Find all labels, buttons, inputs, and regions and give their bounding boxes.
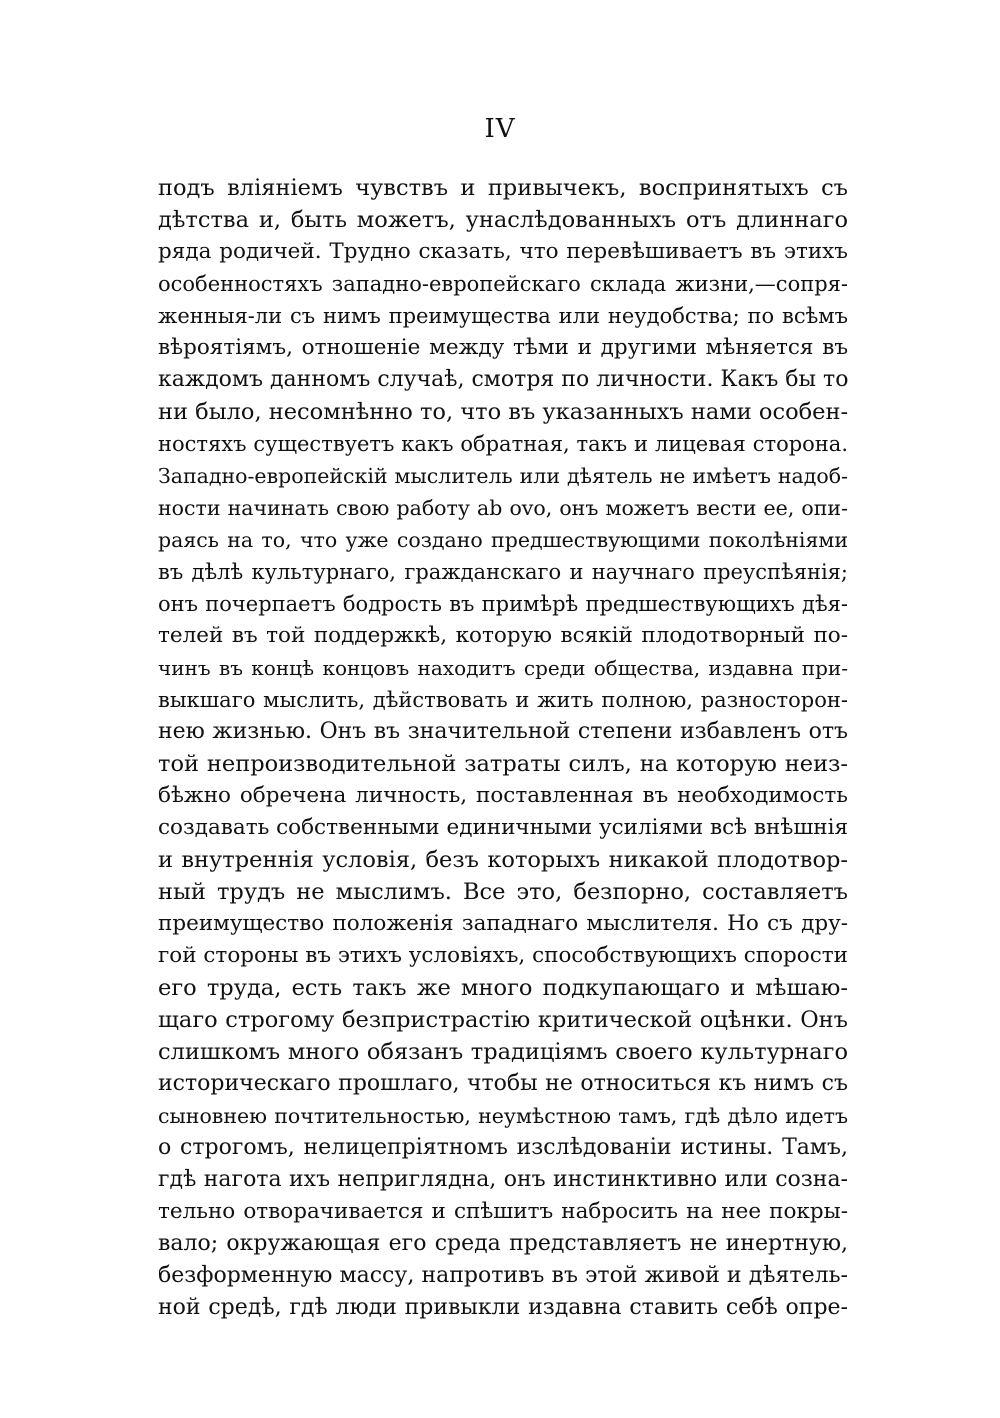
- text-line: вѣроятiямъ, отношенiе между тѣми и другими мѣняется въ: [158, 335, 848, 360]
- text-line: подъ влiянiемъ чувствъ и привычекъ, воспринятыхъ съ: [158, 175, 848, 201]
- text-line: въ дѣлѣ культурнаго, гражданскаго и научнаго преуспѣянiя;: [158, 560, 848, 584]
- text-line: слишкомъ много обязанъ традицiямъ своего культурнаго: [158, 1039, 848, 1065]
- text-line: чинъ въ концѣ концовъ находитъ среди общества, издавна при-: [158, 656, 848, 680]
- text-line: и внутреннiя условiя, безъ которыхъ никакой плодотвор-: [158, 847, 848, 873]
- body-text: [158, 172, 848, 1324]
- text-line: щаго строгому безпристрастiю критической оцѣнки. Онъ: [158, 1007, 848, 1033]
- text-line: создавать собственными единичными усилiями всѣ внѣшнiя: [158, 815, 848, 840]
- text-line: ной средѣ, гдѣ люди привыкли издавна ставить себѣ опре-: [158, 1295, 848, 1320]
- text-line: гой стороны въ этихъ условiяхъ, способствующихъ спорости: [158, 943, 848, 968]
- text-line: сыновнею почтительностью, неумѣстною тамъ, гдѣ дѣло идетъ: [158, 1104, 848, 1128]
- text-line: ности начинать свою работу ab ovo, онъ можетъ вести ее, опи-: [158, 496, 848, 520]
- text-line: безформенную массу, напротивъ въ этой живой и дѣятель-: [158, 1263, 848, 1288]
- text-line: женныя-ли съ нимъ преимущества или неудобства; по всѣмъ: [158, 304, 848, 328]
- text-line: гдѣ нагота ихъ непригляднa, онъ инстинктивно или созна-: [158, 1167, 848, 1192]
- text-line: его труда, есть такъ же много подкупающаго и мѣшаю-: [158, 975, 848, 1001]
- text-line: ни было, несомнѣнно то, что въ указанныхъ нами особен-: [158, 399, 848, 425]
- text-line: онъ почерпаетъ бодрость въ примѣрѣ предшествующихъ дѣя-: [158, 592, 848, 616]
- text-line: Западно-европейскiй мыслитель или дѣятель не имѣетъ надоб-: [158, 464, 848, 488]
- text-line: телей въ той поддержкѣ, которую всякiй плодотворный по-: [158, 623, 848, 648]
- text-line: каждомъ данномъ случаѣ, смотря по личности. Какъ бы то: [158, 367, 848, 392]
- text-line: той непроизводительной затраты силъ, на которую неиз-: [158, 751, 848, 777]
- text-line: нею жизнью. Онъ въ значительной степени избавленъ отъ: [158, 719, 848, 744]
- text-line: ряда родичей. Трудно сказать, что перевѣшиваетъ въ этихъ: [158, 239, 848, 264]
- text-line: вало; окружающая его среда представляетъ не инертную,: [158, 1231, 848, 1256]
- text-line: дѣтства и, быть можетъ, унаслѣдованныхъ отъ длиннаго: [158, 207, 848, 233]
- text-line: о строгомъ, нелицепрiятномъ изслѣдованiи истины. Тамъ,: [158, 1135, 848, 1160]
- text-line: бѣжно обречена личность, поставленная въ необходимость: [158, 783, 848, 808]
- text-line: ностяхъ существуетъ какъ обратная, такъ и лицевая сторона.: [158, 432, 848, 456]
- page-number: IV: [484, 114, 516, 144]
- text-line: выкшаго мыслить, дѣйствовать и жить полною, разносторон-: [158, 688, 848, 712]
- text-line: преимущество положенiя западнаго мыслителя. Но съ дру-: [158, 911, 848, 936]
- text-line: ный трудъ не мыслимъ. Все это, безпорно, составляетъ: [158, 879, 848, 905]
- text-line: особенностяхъ западно-европейскаго склада жизни,—сопря-: [158, 272, 848, 296]
- text-line: историческаго прошлаго, чтобы не относиться къ нимъ съ: [158, 1071, 848, 1096]
- text-line: тельно отворачивается и спѣшитъ набросить на нее покры-: [158, 1199, 848, 1224]
- text-line: раясь на то, что уже создано предшествующими поколѣнiями: [158, 528, 848, 552]
